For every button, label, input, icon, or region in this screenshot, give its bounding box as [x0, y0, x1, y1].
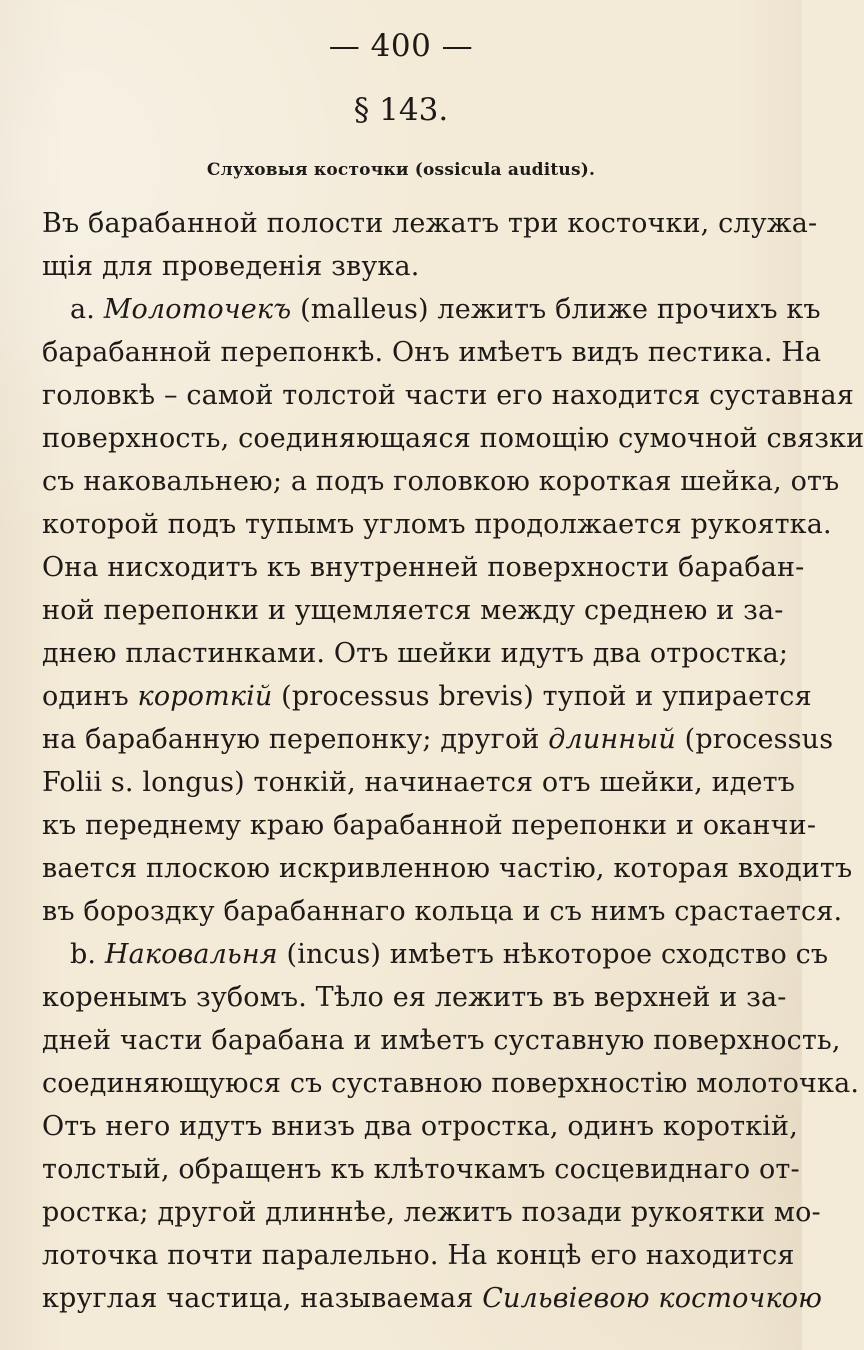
body-line-15: къ переднему краю барабанной перепонки и оканчи- [42, 810, 817, 841]
body-line-12 [42, 681, 812, 712]
body-line-4: барабанной перепонкѣ. Онъ имѣетъ видъ пестика. На [42, 337, 822, 368]
body-line-26 [42, 1283, 823, 1314]
body-line-18 [70, 939, 829, 970]
body-line-9: Она нисходитъ къ внутренней поверхности барабан- [42, 552, 805, 583]
line-18-before: b. [70, 939, 97, 970]
body-line-3 [70, 294, 821, 325]
body-line-13 [42, 724, 834, 755]
body-line-17: въ бороздку барабаннаго кольца и съ нимъ срастается. [42, 896, 843, 927]
body-line-11: днею пластинками. Отъ шейки идутъ два отростка; [42, 638, 789, 669]
line-12-before: одинъ [42, 681, 129, 712]
line-3-before: а. [70, 294, 95, 325]
body-line-19: коренымъ зубомъ. Тѣло ея лежитъ въ верхней и за- [42, 982, 787, 1013]
line-18-after: (incus) имѣетъ нѣкоторое сходство съ [286, 939, 829, 970]
body-line-16: вается плоскою искривленною частію, которая входитъ [42, 853, 853, 884]
body-line-21: соединяющуюся съ суставною поверхностію молоточка. [42, 1068, 860, 1099]
body-line-23: толстый, обращенъ къ клѣточкамъ сосцевиднаго от- [42, 1154, 800, 1185]
body-line-14: Folii s. longus) тонкій, начинается отъ шейки, идетъ [42, 767, 796, 798]
line-12-after: (processus brevis) тупой и упирается [281, 681, 812, 712]
section-number: § 143. [353, 92, 449, 128]
body-line-7: съ наковальнею; а подъ головкою короткая шейка, отъ [42, 466, 840, 497]
body-line-8: которой подъ тупымъ угломъ продолжается рукоятка. [42, 509, 832, 540]
line-13-before: на барабанную перепонку; другой [42, 724, 540, 755]
line-3-after: (malleus) лежитъ ближе прочихъ къ [300, 294, 821, 325]
line-3-italic: Молоточекъ [103, 294, 292, 325]
section-title: Слуховыя косточки (ossicula auditus). [206, 160, 596, 180]
body-line-24: ростка; другой длиннѣе, лежитъ позади рукоятки мо- [42, 1197, 821, 1228]
body-line-22: Отъ него идутъ внизъ два отростка, одинъ короткій, [42, 1111, 798, 1142]
body-line-6: поверхность, соединяющаяся помощію сумочной связки [42, 423, 864, 454]
line-13-after: (processus [684, 724, 834, 755]
line-18-italic: Наковальня [104, 939, 278, 970]
body-line-10: ной перепонки и ущемляется между среднею и за- [42, 595, 784, 626]
body-line-1: Въ барабанной полости лежатъ три косточки, служа- [42, 208, 818, 239]
body-line-20: дней части барабана и имѣетъ суставную поверхность, [42, 1025, 841, 1056]
body-line-5: головкѣ – самой толстой части его находится суставная [42, 380, 854, 411]
line-26-before: круглая частица, называемая [42, 1283, 474, 1314]
body-line-2: щія для проведенія звука. [42, 251, 420, 282]
body-line-25: лоточка почти паралельно. На концѣ его находится [42, 1240, 795, 1271]
line-26-italic: Сильвіевою косточкою [482, 1283, 823, 1314]
page-number: — 400 — [328, 28, 474, 64]
line-12-italic: короткій [137, 681, 273, 712]
line-13-italic: длинный [548, 724, 676, 755]
